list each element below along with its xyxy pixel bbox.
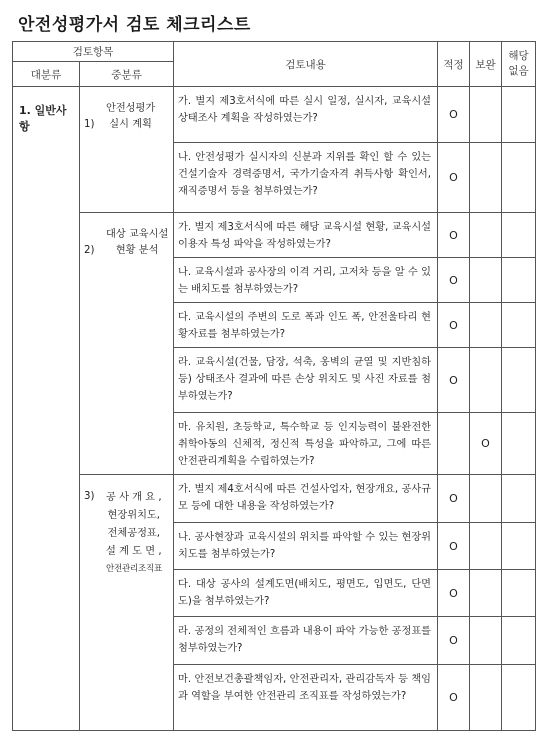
mark-ok (438, 413, 470, 475)
check-item: 다. 교육시설의 주변의 도로 폭과 인도 폭, 안전울타리 현황자료를 첨부하였는가? (174, 303, 438, 348)
check-item: 마. 안전보건총괄책임자, 안전관리자, 관리감독자 등 책임과 역할을 부여한 안전관리 조직표를 작성하였는가? (174, 665, 438, 731)
mark-na (502, 665, 536, 731)
check-item: 나. 공사현장과 교육시설의 위치를 파악할 수 있는 현장위치도를 첨부하였는가? (174, 523, 438, 570)
mark-na (502, 213, 536, 258)
mark-ok: O (438, 348, 470, 413)
checklist-table (12, 41, 536, 731)
check-item: 가. 별지 제3호서식에 따른 실시 일정, 실시자, 교육시설 상태조사 계획을 작성하였는가? (174, 87, 438, 143)
header-middle: 중분류 (80, 62, 174, 87)
section-label: 공 사 개 요 , 현장위치도, 전체공정표, 설 계 도 면 , (106, 492, 162, 557)
mark-na (502, 570, 536, 617)
mark-ok: O (438, 258, 470, 303)
table-row (13, 213, 536, 258)
section-label: 안전성평가 실시 계획 (106, 103, 156, 130)
page-title: 안전성평가서 검토 체크리스트 (18, 15, 251, 35)
check-item: 가. 별지 제4호서식에 따른 건설사업자, 현장개요, 공사규모 등에 대한 내용을 작성하였는가? (174, 475, 438, 523)
middle-category-2 (80, 213, 174, 475)
mark-fix (470, 87, 502, 143)
mark-ok: O (438, 143, 470, 213)
mark-na (502, 87, 536, 143)
check-item: 나. 교육시설과 공사장의 이격 거리, 고저차 등을 알 수 있는 배치도를 첨부하였는가? (174, 258, 438, 303)
section-number: 3) (84, 491, 95, 502)
header-major: 대분류 (13, 62, 80, 87)
mark-na (502, 475, 536, 523)
mark-ok: O (438, 523, 470, 570)
mark-ok: O (438, 87, 470, 143)
mark-ok: O (438, 617, 470, 665)
mark-fix (470, 143, 502, 213)
section-number: 2) (84, 245, 95, 256)
mark-ok: O (438, 570, 470, 617)
mark-fix: O (470, 413, 502, 475)
mark-fix (470, 303, 502, 348)
check-item: 나. 안전성평가 실시자의 신분과 지위를 확인 할 수 있는 건설기술자 경력증명서, 국가기술자격 취득사항 확인서, 재직증명서 등을 첨부하였는가? (174, 143, 438, 213)
mark-ok: O (438, 213, 470, 258)
mark-na (502, 348, 536, 413)
section-number: 1) (84, 119, 95, 130)
header-ok: 적정 (438, 42, 470, 87)
middle-category-1 (80, 87, 174, 213)
mark-fix (470, 570, 502, 617)
header-content: 검토내용 (174, 42, 438, 87)
section-label-small: 안전관리조직표 (106, 564, 163, 574)
header-fix: 보완 (470, 42, 502, 87)
mark-ok: O (438, 303, 470, 348)
header-group: 검토항목 (13, 42, 174, 62)
table-row (13, 87, 536, 143)
mark-na (502, 143, 536, 213)
mark-na (502, 617, 536, 665)
check-item: 다. 대상 공사의 설계도면(배치도, 평면도, 입면도, 단면도)을 첨부하였는가? (174, 570, 438, 617)
check-item: 라. 교육시설(건물, 담장, 석축, 옹벽의 균열 및 지반침하 등) 상태조사 결과에 따른 손상 위치도 및 사진 자료를 첨부하였는가? (174, 348, 438, 413)
mark-na (502, 258, 536, 303)
check-item: 마. 유치원, 초등학교, 특수학교 등 인지능력이 불완전한 취학아동의 신체적, 정신적 특성을 파악하고, 그에 따른 안전관리계획을 수립하였는가? (174, 413, 438, 475)
mark-ok: O (438, 665, 470, 731)
mark-fix (470, 213, 502, 258)
header-na: 해당 없음 (502, 42, 536, 87)
check-item: 가. 별지 제3호서식에 따른 해당 교육시설 현황, 교육시설이용자 특성 파악을 작성하였는가? (174, 213, 438, 258)
check-item: 라. 공정의 전체적인 흐름과 내용이 파악 가능한 공정표를 첨부하였는가? (174, 617, 438, 665)
mark-fix (470, 617, 502, 665)
mark-fix (470, 523, 502, 570)
mark-na (502, 303, 536, 348)
major-category: 1. 일반사항 (13, 87, 80, 731)
mark-fix (470, 258, 502, 303)
mark-fix (470, 665, 502, 731)
mark-fix (470, 475, 502, 523)
mark-na (502, 413, 536, 475)
mark-ok: O (438, 475, 470, 523)
table-row (13, 475, 536, 523)
middle-category-3 (80, 475, 174, 731)
mark-na (502, 523, 536, 570)
section-label: 대상 교육시설 현황 분석 (106, 229, 169, 256)
mark-fix (470, 348, 502, 413)
